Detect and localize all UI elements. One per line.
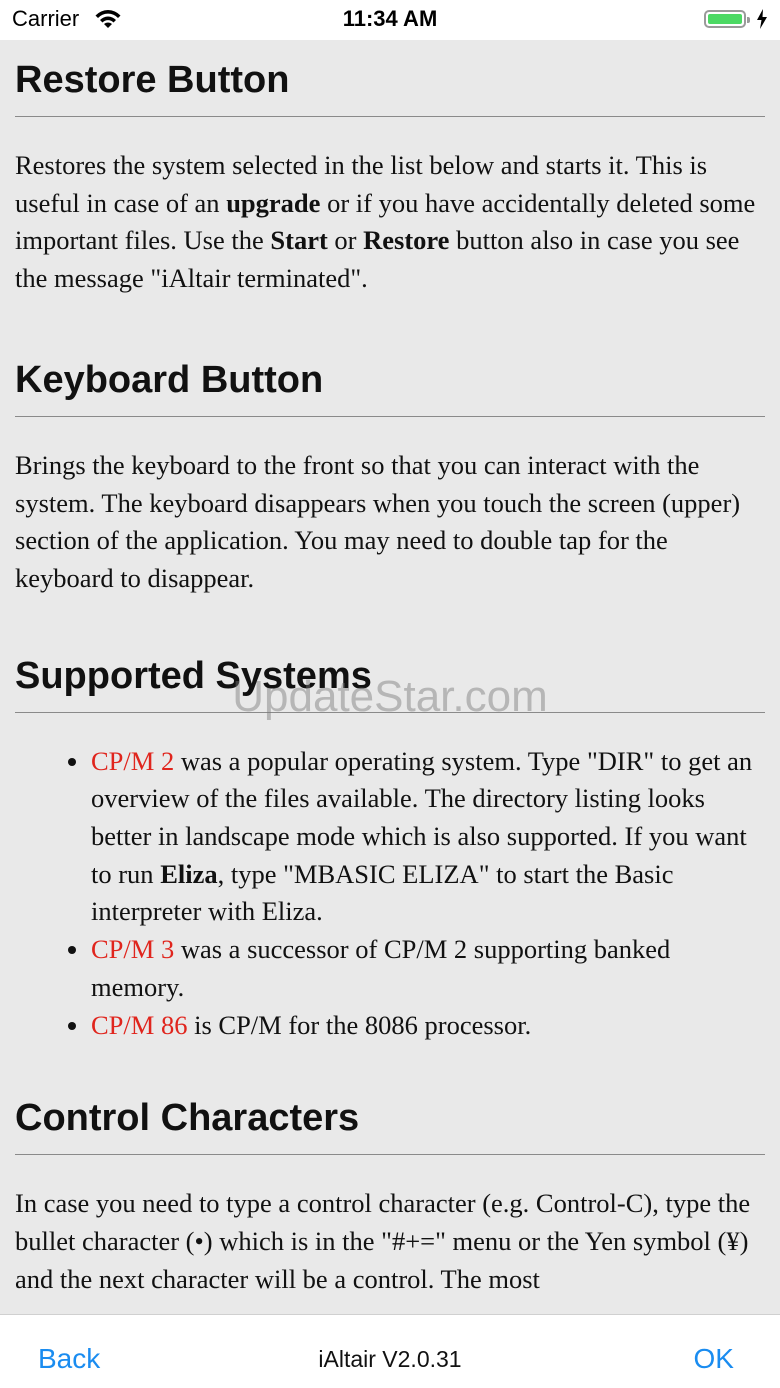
help-content[interactable] (0, 40, 780, 1314)
list-item (91, 1007, 765, 1045)
section-heading: Supported Systems (15, 654, 765, 713)
section-restore-button (0, 40, 780, 298)
text-run: or (327, 225, 364, 256)
bold-text: Restore (363, 225, 450, 256)
cpm86-link[interactable]: CP/M 86 (91, 1009, 188, 1040)
bold-text: Eliza (160, 858, 218, 889)
cpm2-link[interactable]: CP/M 2 (91, 745, 175, 776)
text-run: or if you have accidentally deleted some important files. Use the (15, 187, 756, 256)
app-version-title: iAltair V2.0.31 (318, 1346, 462, 1372)
text-run: button also in case you see the message "iAltair terminated". (15, 225, 740, 294)
section-body: In case you need to type a control character (e.g. Control-C), type the bullet character (•) which is in the "#+=" menu or the Yen symbol (¥) and the next character will be a control. The most (15, 1188, 751, 1294)
section-supported-systems (0, 654, 780, 1045)
section-body: Brings the keyboard to the front so that you can interact with the system. The keyboard disappears when you touch the screen (upper) section of the application. You may need to double tap for the keyboard to disappear. (15, 449, 741, 593)
text-run: Restores the system selected in the list below and starts it. This is useful in case of an (15, 150, 708, 218)
cpm3-link[interactable]: CP/M 3 (91, 934, 175, 965)
section-heading: Restore Button (15, 58, 765, 117)
status-bar (0, 0, 780, 40)
back-button[interactable]: Back (38, 1343, 101, 1374)
section-keyboard-button (0, 358, 780, 598)
bold-text: upgrade (226, 187, 321, 218)
carrier-label: Carrier (12, 6, 80, 31)
text-run: is CP/M for the 8086 processor. (187, 1009, 532, 1040)
list-item (91, 743, 765, 932)
text-run: , type "MBASIC ELIZA" to start the Basic interpreter with Eliza. (91, 858, 674, 927)
ok-button[interactable]: OK (693, 1343, 734, 1374)
list-item (91, 931, 765, 1006)
clock: 11:34 AM (342, 6, 438, 31)
section-control-characters (0, 1096, 780, 1298)
text-run: was a successor of CP/M 2 supporting banked memory. (91, 934, 671, 1002)
bold-text: Start (270, 225, 328, 256)
section-body (15, 147, 765, 298)
text-run: was a popular operating system. Type "DIR" to get an overview of the files available. The directory listing looks better in landscape mode which is also supported. If you want to run (91, 745, 753, 889)
battery-icon (704, 10, 746, 28)
section-heading: Keyboard Button (15, 358, 765, 417)
systems-list (15, 743, 765, 1045)
charging-bolt-icon (756, 9, 768, 34)
section-heading: Control Characters (15, 1096, 765, 1155)
bottom-toolbar (0, 1314, 780, 1388)
watermark: UpdateStar.com (232, 672, 548, 721)
